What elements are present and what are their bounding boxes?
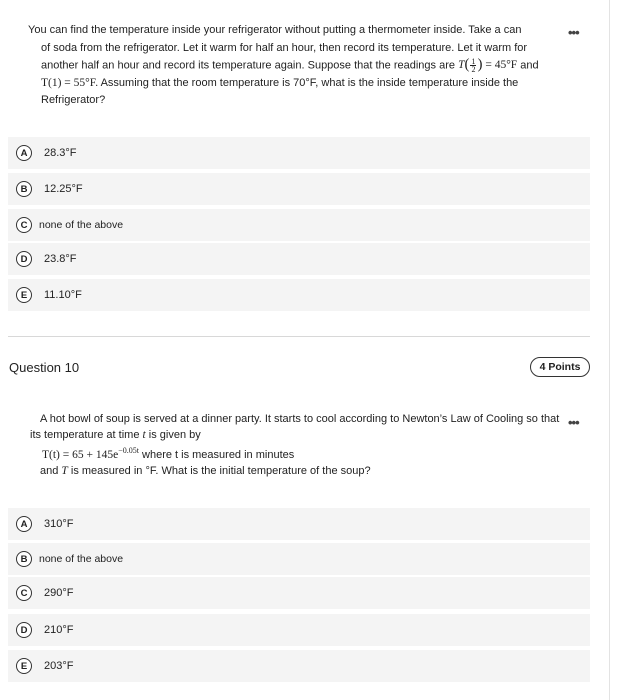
q9-option-a[interactable] — [8, 137, 590, 169]
q2-line-2-pre: its temperature at time — [30, 429, 143, 441]
option-text: 310°F — [44, 518, 74, 530]
more-options-icon[interactable]: ••• — [568, 415, 579, 430]
option-letter-badge: E — [16, 287, 32, 303]
q2-line-4-pre: and — [40, 465, 62, 477]
q2-formula — [30, 443, 590, 463]
option-letter-badge: A — [16, 516, 32, 532]
q1-line-3 — [28, 57, 548, 75]
option-text: 28.3°F — [44, 147, 77, 159]
scrollbar-track[interactable] — [609, 0, 610, 700]
q9-option-b[interactable] — [8, 173, 590, 205]
q1-line-4-text: Assuming that the room temperature is 70°F, what is the inside temperature inside the — [100, 76, 519, 89]
math-a-rhs: = 45°F — [485, 59, 518, 72]
option-letter-badge: B — [16, 551, 32, 567]
q1-line-3-and: and — [520, 59, 539, 72]
q1-line-3-text: another half an hour and record its temperature again. Suppose that the readings are — [41, 59, 455, 72]
q2-line-2 — [30, 427, 590, 443]
q10-option-a[interactable] — [8, 508, 590, 540]
q10-option-b[interactable] — [8, 543, 590, 575]
q2-line-4-post: is measured in °F. What is the initial temperature of the soup? — [67, 465, 371, 477]
q10-option-d[interactable] — [8, 614, 590, 646]
q9-option-d[interactable] — [8, 243, 590, 275]
option-letter-badge: C — [16, 217, 32, 233]
formula-lhs: T(t) = 65 + 145e — [42, 449, 119, 461]
math-var-t: T — [458, 59, 465, 72]
option-letter-badge: A — [16, 145, 32, 161]
temperature-reading-one: T(1) = 55°F. — [41, 76, 99, 89]
q2-line-1: A hot bowl of soup is served at a dinner party. It starts to cool according to Newton’s Law of Cooling so that — [40, 413, 560, 425]
formula-post: where t is measured in minutes — [138, 449, 295, 461]
option-letter-badge: B — [16, 181, 32, 197]
q9-option-e[interactable] — [8, 279, 590, 311]
option-letter-badge: D — [16, 251, 32, 267]
q9-option-c[interactable] — [8, 209, 590, 241]
option-letter-badge: C — [16, 585, 32, 601]
q1-line-4 — [28, 75, 548, 93]
q1-line-5: Refrigerator? — [41, 94, 106, 107]
math-var-t: t — [142, 429, 146, 441]
math-var-T: T — [61, 465, 68, 477]
fraction-num: 1 — [471, 57, 476, 67]
question-title: Question 10 — [9, 360, 80, 375]
option-text: 210°F — [44, 624, 74, 636]
option-letter-badge: D — [16, 622, 32, 638]
q1-line-1: You can find the temperature inside your refrigerator without putting a thermometer inside. Take a can — [28, 24, 522, 36]
q10-option-c[interactable] — [8, 577, 590, 609]
option-text: 12.25°F — [44, 183, 83, 195]
temperature-reading-half: T( $\frac{1}{2}$ ) = 45°F — [458, 57, 518, 75]
question-10-text — [30, 411, 590, 479]
q2-line-4 — [30, 463, 590, 479]
option-text: 290°F — [44, 587, 74, 599]
option-text: 23.8°F — [44, 253, 77, 265]
fraction-den: 2 — [471, 65, 476, 75]
q10-option-e[interactable] — [8, 650, 590, 682]
option-text: none of the above — [39, 219, 124, 231]
option-text: 203°F — [44, 660, 74, 672]
formula-exponent: −0.05t — [118, 446, 139, 455]
option-text: 11.10°F — [44, 289, 82, 301]
q1-line-2: of soda from the refrigerator. Let it warm for half an hour, then record its temperature. Let it warm for — [41, 41, 528, 54]
fraction-one-half — [470, 58, 476, 73]
points-badge: 4 Points — [530, 357, 590, 377]
question-divider — [8, 336, 590, 337]
more-options-icon[interactable]: ••• — [568, 25, 579, 40]
question-9-text — [28, 22, 548, 110]
option-text: none of the above — [39, 553, 124, 565]
option-letter-badge: E — [16, 658, 32, 674]
q2-line-2-post: is given by — [145, 429, 201, 441]
